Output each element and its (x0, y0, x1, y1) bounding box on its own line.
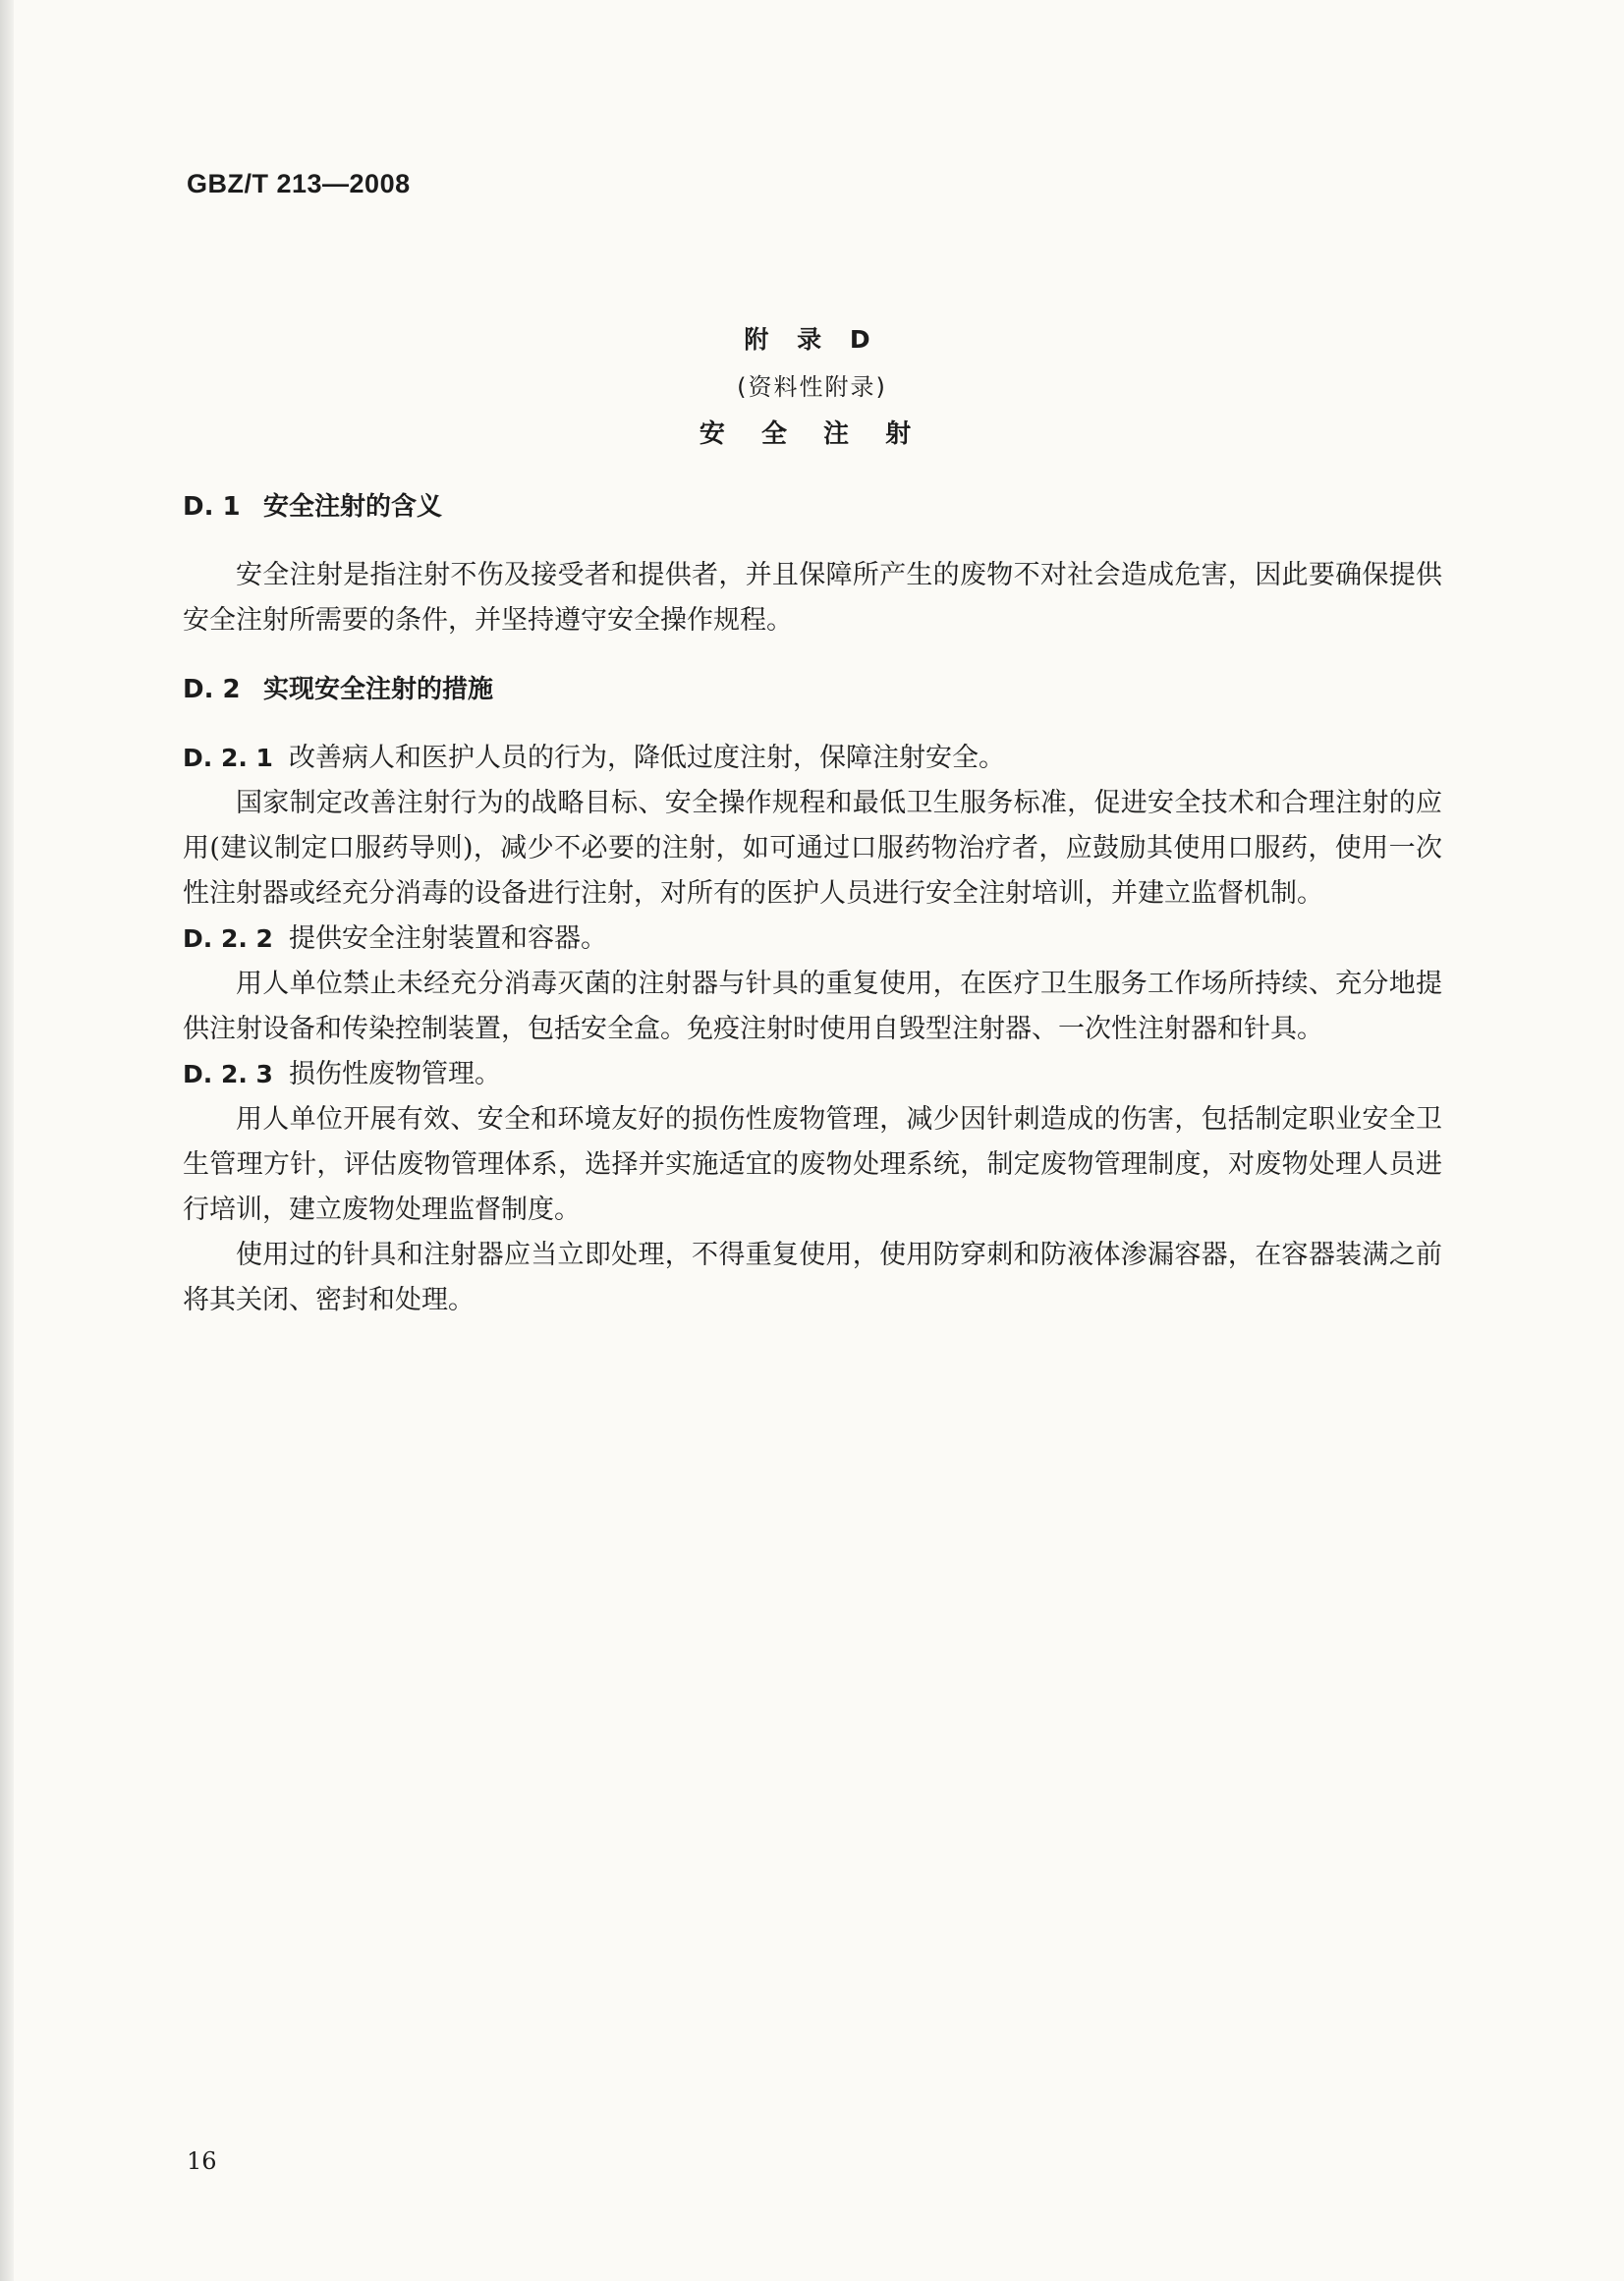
section-heading-d1 (183, 484, 1442, 529)
section-heading-d2 (183, 667, 1442, 712)
paragraph: 安全注射是指注射不伤及接受者和提供者，并且保障所产生的废物不对社会造成危害，因此要确保提供安全注射所需要的条件，并坚持遵守安全操作规程。 (183, 560, 1442, 636)
clause-number: D. 2. 2 (183, 924, 273, 953)
paragraph: 用人单位开展有效、安全和环境友好的损伤性废物管理，减少因针刺造成的伤害，包括制定职业安全卫生管理方针，评估废物管理体系，选择并实施适宜的废物处理系统，制定废物管理制度，对废物处理人员进行培训，建立废物处理监督制度。 (183, 1104, 1442, 1225)
section-title: 安全注射的含义 (263, 492, 443, 522)
clause-heading-d21 (183, 736, 1442, 781)
paragraph: 国家制定改善注射行为的战略目标、安全操作规程和最低卫生服务标准，促进安全技术和合理注射的应用(建议制定口服药导则)，减少不必要的注射，如可通过口服药物治疗者，应鼓励其使用口服药，使用一次性注射器或经充分消毒的设备进行注射，对所有的医护人员进行安全注射培训，并建立监督机制。 (183, 788, 1442, 909)
section-number: D. 2 (183, 675, 241, 704)
section-number: D. 1 (183, 492, 241, 522)
clause-title: 改善病人和医护人员的行为，降低过度注射，保障注射安全。 (289, 743, 1005, 773)
appendix-title: 安 全 注 射 (699, 419, 925, 449)
document-code: GBZ/T 213—2008 (187, 169, 411, 198)
clause-title: 损伤性废物管理。 (289, 1059, 501, 1089)
clause-heading-d22 (183, 917, 1442, 962)
clause-number: D. 2. 1 (183, 744, 273, 772)
clause-title: 提供安全注射装置和容器。 (289, 923, 607, 954)
section-title: 实现安全注射的措施 (263, 675, 494, 704)
clause-heading-d23 (183, 1052, 1442, 1097)
paragraph: 用人单位禁止未经充分消毒灭菌的注射器与针具的重复使用，在医疗卫生服务工作场所持续、充分地提供注射设备和传染控制装置，包括安全盒。免疫注射时使用自毁型注射器、一次性注射器和针具。 (183, 969, 1442, 1044)
appendix-header (0, 316, 1624, 458)
page-number: 16 (187, 2147, 217, 2175)
appendix-label: 附 录 D (744, 325, 880, 354)
paragraph: 使用过的针具和注射器应当立即处理，不得重复使用，使用防穿刺和防液体渗漏容器，在容器装满之前将其关闭、密封和处理。 (183, 1240, 1442, 1315)
clause-number: D. 2. 3 (183, 1060, 273, 1088)
document-body (183, 484, 1442, 1323)
appendix-type: (资料性附录) (737, 373, 887, 401)
